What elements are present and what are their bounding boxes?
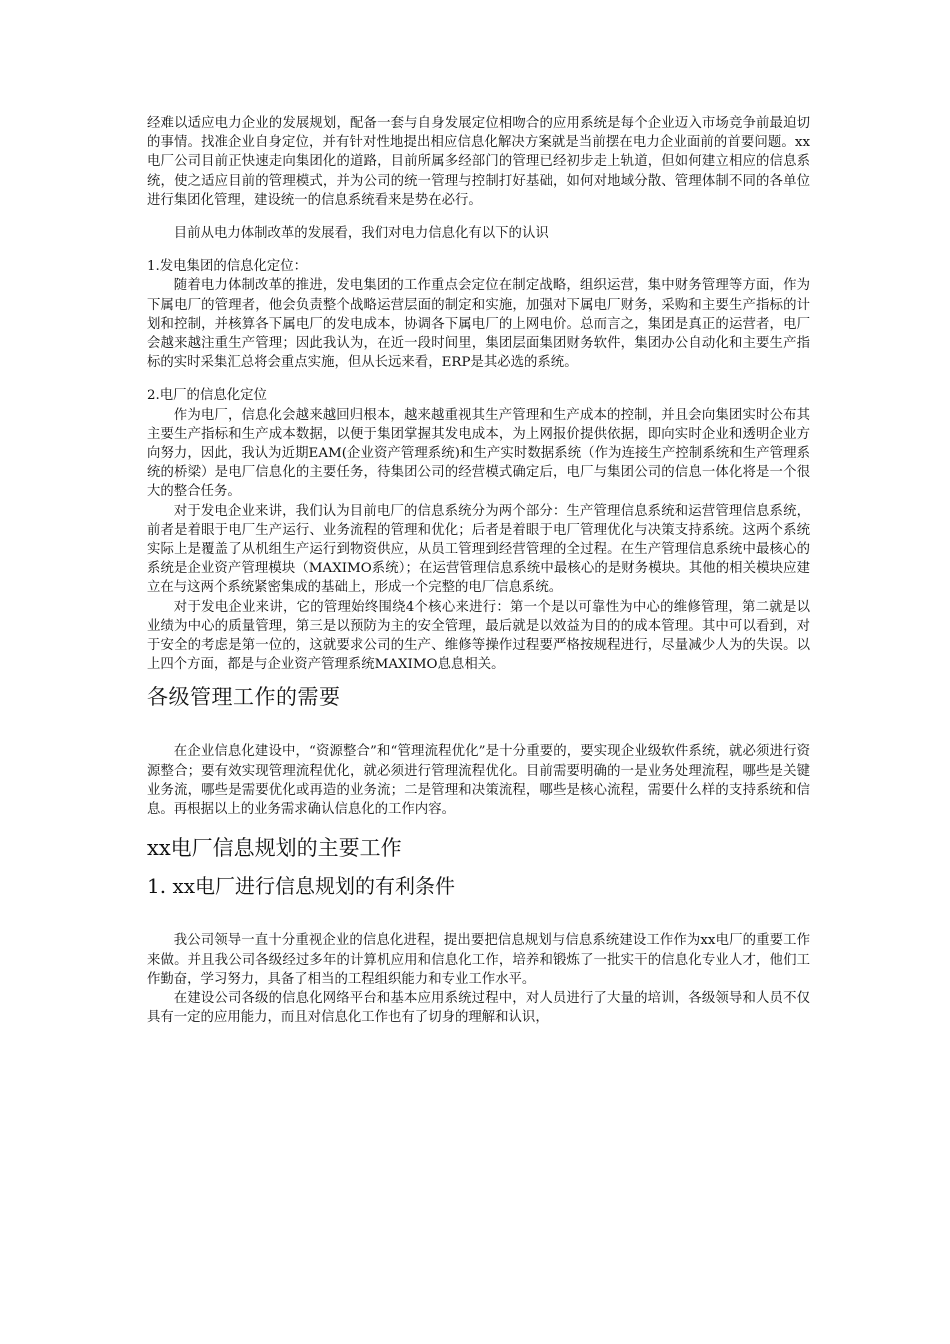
section4-paragraph-2: 在建设公司各级的信息化网络平台和基本应用系统过程中，对人员进行了大量的培训，各级领导和人员不仅具有一定的应用能力，而且对信息化工作也有了切身的理解和认识， — [147, 990, 810, 1026]
section2-heading: 2.电厂的信息化定位 — [147, 388, 267, 404]
section4-subheading: 1. xx电厂进行信息规划的有利条件 — [147, 874, 455, 899]
section4-paragraph-1: 我公司领导一直十分重视企业的信息化进程，提出要把信息规划与信息系统建设工作作为xx电厂的重要工作来做。并且我公司各级经过多年的计算机应用和信息化工作，培养和锻炼了一批实干的信息化专业人才，他们工作勤奋，学习努力，具备了相当的工程组织能力和专业工作水平。 — [147, 933, 810, 987]
section2-paragraph-2: 对于发电企业来讲，我们认为目前电厂的信息系统分为两个部分：生产管理信息系统和运营管理信息系统，前者是着眼于电厂生产运行、业务流程的管理和优化；后者是着眼于电厂管理优化与决策支持系统。这两个系统实际上是覆盖了从机组生产运行到物资供应，从员工管理到经营管理的全过程。在生产管理信息系统中最核心的系统是企业资产管理模块（MAXIMO系统）；在运营管理信息系统中最核心的是财务模块。其他的相关模块应建立在与这两个系统紧密集成的基础上，形成一个完整的电厂信息系统。 — [147, 503, 810, 596]
section3-heading: 各级管理工作的需要 — [147, 685, 341, 710]
intro-statement: 目前从电力体制改革的发展看，我们对电力信息化有以下的认识 — [173, 226, 549, 242]
section2-paragraph-3: 对于发电企业来讲，它的管理始终围绕4个核心来进行：第一个是以可靠性为中心的维修管理，第二就是以业绩为中心的质量管理，第三是以预防为主的安全管理，最后就是以效益为目的的成本管理。其中可以看到，对于安全的考虑是第一位的，这就要求公司的生产、维修等操作过程要严格按规程进行，尽量减少人为的失误。以上四个方面，都是与企业资产管理系统MAXIMO息息相关。 — [147, 599, 810, 673]
section3-body: 在企业信息化建设中，“资源整合”和“管理流程优化”是十分重要的，要实现企业级软件系统，就必须进行资源整合；要有效实现管理流程优化，就必须进行管理流程优化。目前需要明确的一是业务处理流程，哪些是关键业务流，哪些是需要优化或再造的业务流；二是管理和决策流程，哪些是核心流程，需要什么样的支持系统和信息。再根据以上的业务需求确认信息化的工作内容。 — [147, 744, 810, 818]
section1-heading: 1.发电集团的信息化定位： — [147, 259, 308, 275]
intro-paragraph: 经难以适应电力企业的发展规划，配备一套与自身发展定位相吻合的应用系统是每个企业迈入市场竞争前最迫切的事情。找准企业自身定位，并有针对性地提出相应信息化解决方案就是当前摆在电力企业面前的首要问题。xx电厂公司目前正快速走向集团化的道路，目前所属多经部门的管理已经初步走上轨道，但如何建立相应的信息系统，使之适应目前的管理模式，并为公司的统一管理与控制打好基础，如何对地域分散、管理体制不同的各单位进行集团化管理，建设统一的信息系统看来是势在必行。 — [147, 116, 810, 208]
section2-paragraph-1: 作为电厂，信息化会越来越回归根本，越来越重视其生产管理和生产成本的控制，并且会向集团实时公布其主要生产指标和生产成本数据，以便于集团掌握其发电成本，为上网报价提供依据，即向实时企业和透明企业方向努力，因此，我认为近期EAM(企业资产管理系统)和生产实时数据系统（作为连接生产控制系统和生产管理系统的桥梁）是电厂信息化的主要任务，待集团公司的经营模式确定后，电厂与集团公司的信息一体化将是一个很大的整合任务。 — [147, 407, 810, 500]
section4-heading: xx电厂信息规划的主要工作 — [147, 836, 402, 861]
section1-body: 随着电力体制改革的推进，发电集团的工作重点会定位在制定战略，组织运营，集中财务管理等方面，作为下属电厂的管理者，他会负责整个战略运营层面的制定和实施，加强对下属电厂财务，采购和主要生产指标的计划和控制，并核算各下属电厂的发电成本，协调各下属电厂的上网电价。总而言之，集团是真正的运营者，电厂会越来越注重生产管理；因此我认为，在近一段时间里，集团层面集团财务软件，集团办公自动化和主要生产指标的实时采集汇总将会重点实施，但从长远来看，ERP是其必选的系统。 — [147, 278, 810, 371]
document-page — [147, 114, 810, 1027]
